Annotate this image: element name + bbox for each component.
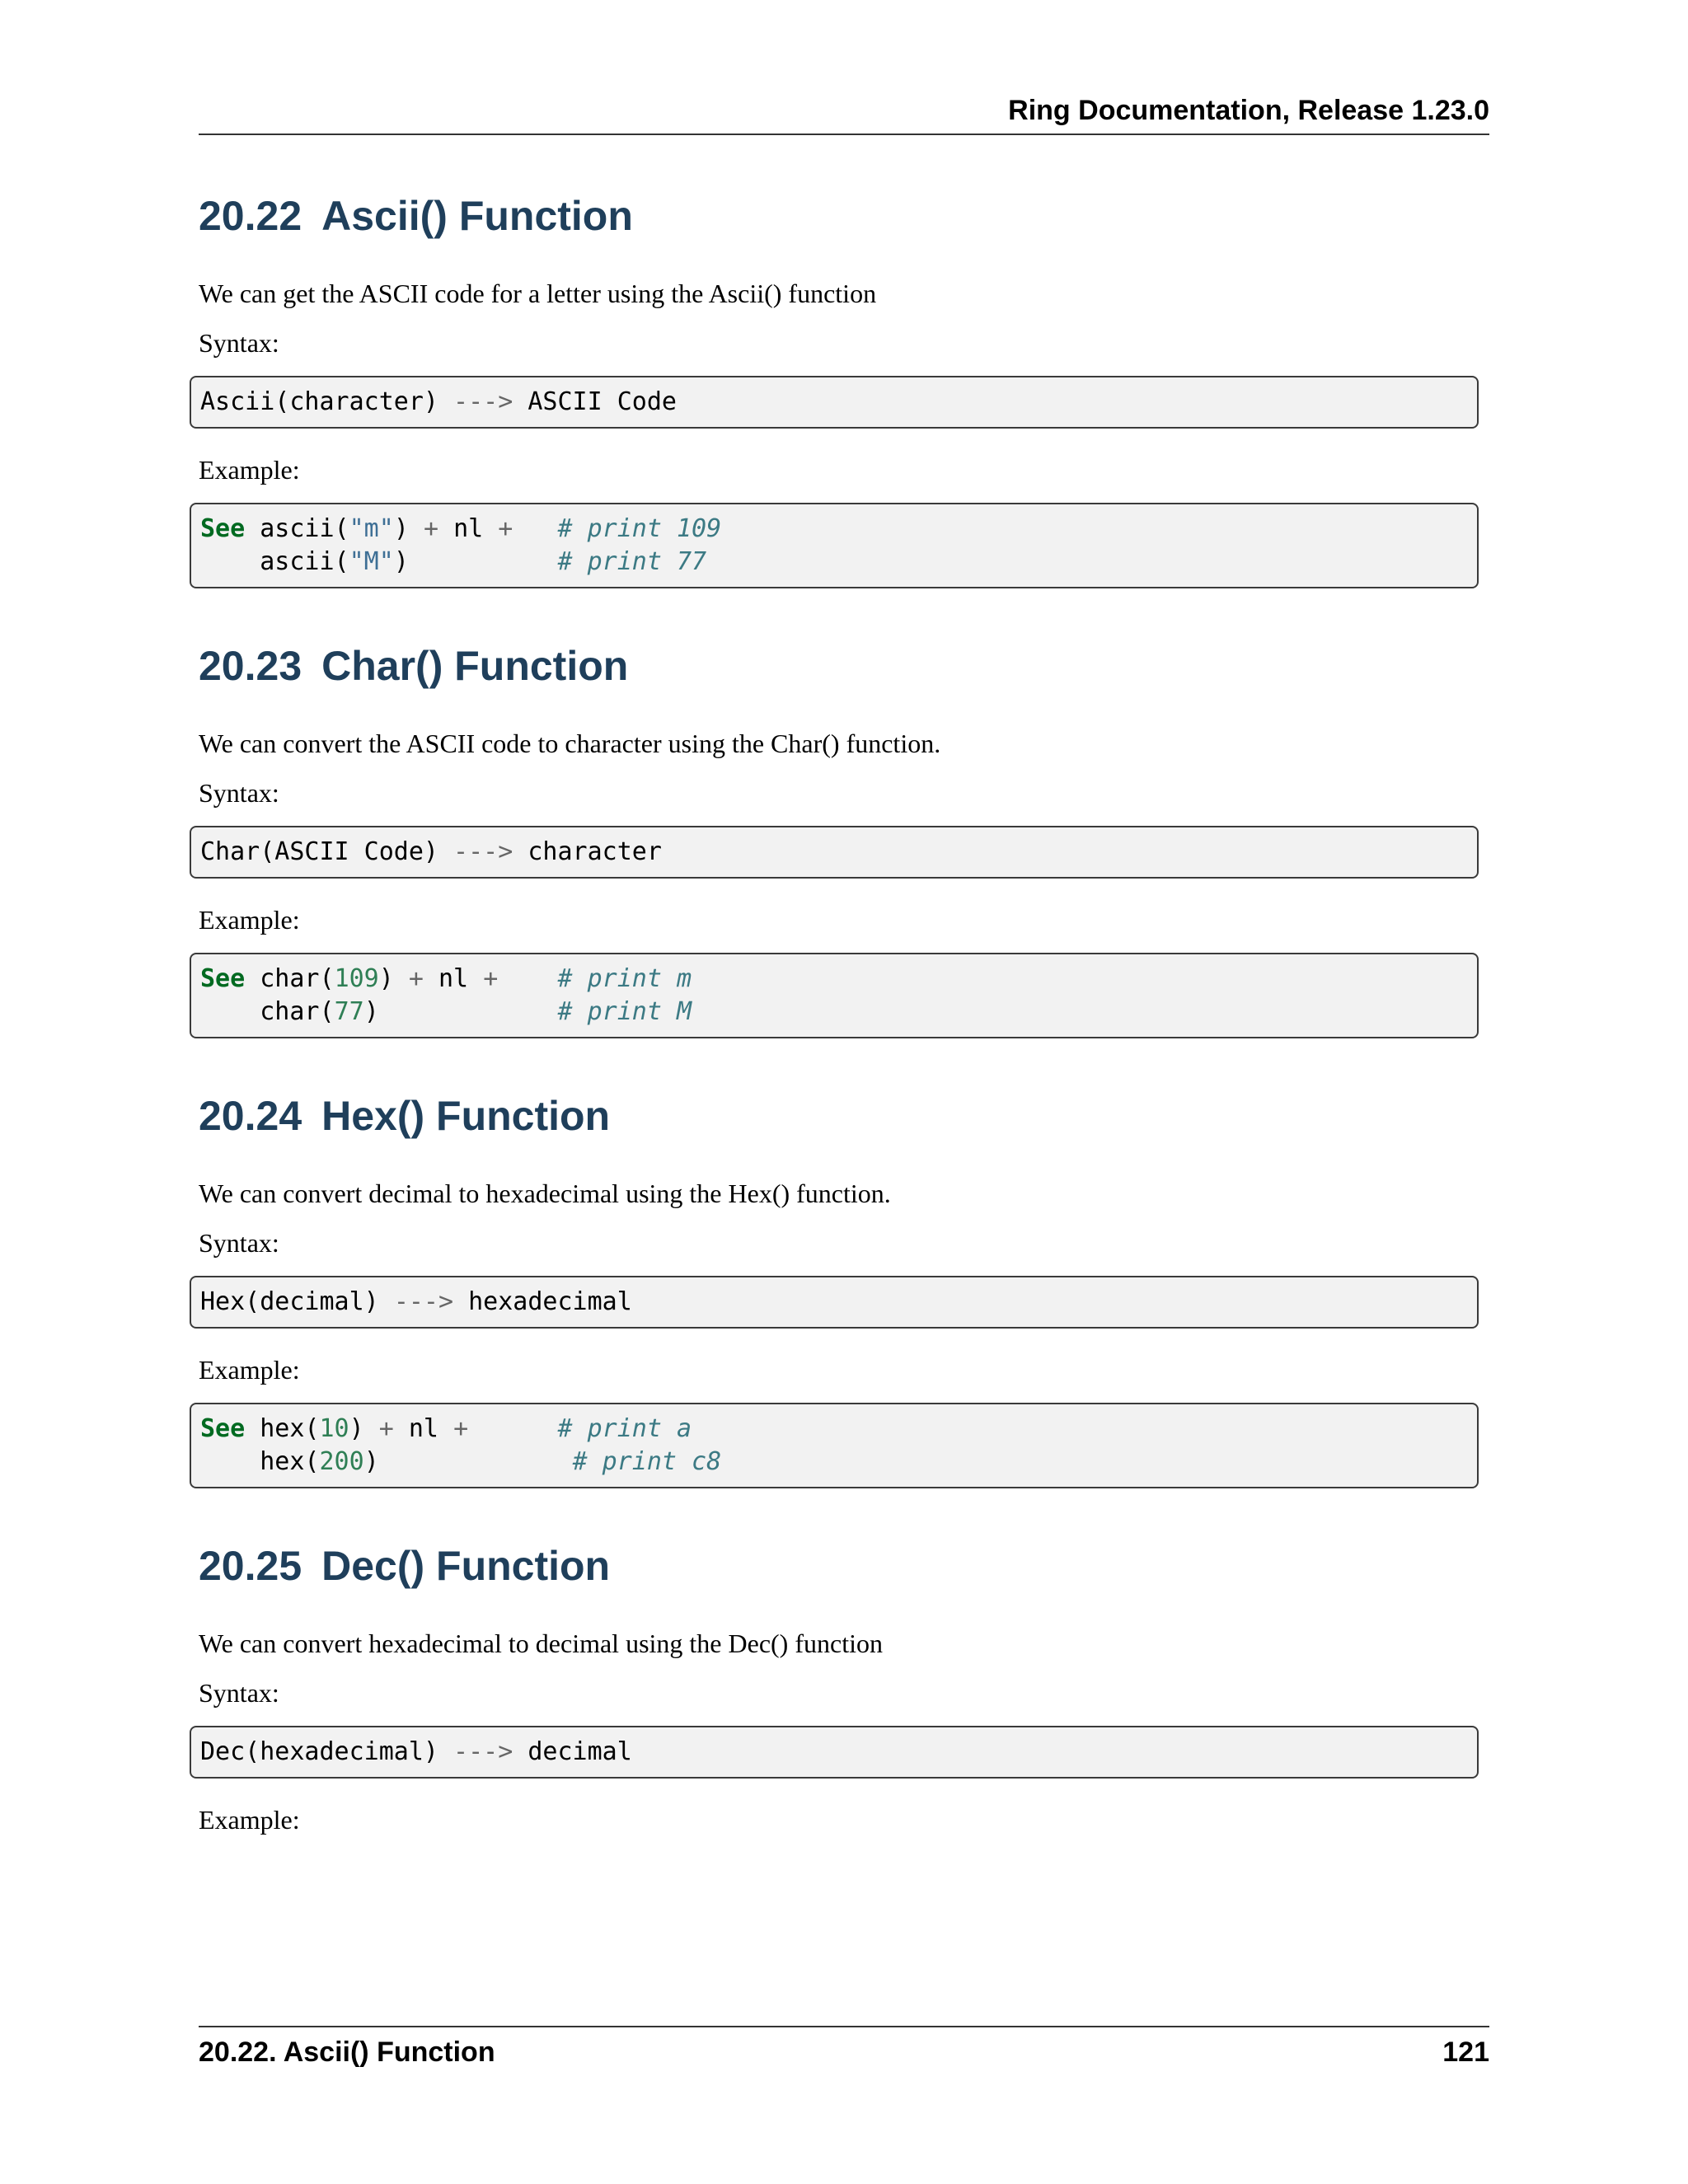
section-title: Char() Function (321, 643, 629, 689)
code-paren: ) (363, 1447, 379, 1476)
running-footer (199, 2026, 1489, 2070)
section-heading (199, 1090, 1489, 1142)
code-operator: + (378, 1414, 394, 1443)
syntax-arrow: ---> (453, 1737, 513, 1766)
code-arg: 109 (334, 964, 379, 993)
code-arg: 10 (319, 1414, 349, 1443)
code-comment: # print M (557, 997, 692, 1026)
code-keyword: See (200, 514, 246, 543)
syntax-result: character (528, 837, 662, 866)
section-hex-function (199, 1090, 1489, 1488)
example-label: Example: (199, 1355, 300, 1385)
code-func: char( (260, 964, 335, 993)
code-paren: ) (363, 997, 379, 1026)
syntax-arrow: ---> (453, 837, 513, 866)
section-heading (199, 640, 1489, 692)
section-char-function (199, 640, 1489, 1038)
code-arg: 200 (319, 1447, 364, 1476)
code-func: ascii( (260, 514, 349, 543)
syntax-result: decimal (528, 1737, 632, 1766)
section-number: 20.24 (199, 1093, 302, 1139)
document-page (199, 0, 1489, 2184)
code-paren: ) (393, 514, 409, 543)
syntax-result: ASCII Code (528, 387, 677, 416)
syntax-code-block (190, 1276, 1479, 1329)
syntax-call: Char(ASCII Code) (200, 837, 438, 866)
code-comment: # print m (557, 964, 692, 993)
section-number: 20.22 (199, 193, 302, 239)
example-code-block (190, 953, 1479, 1038)
example-label: Example: (199, 455, 300, 485)
code-func: hex( (260, 1414, 320, 1443)
code-comment: # print 109 (557, 514, 722, 543)
code-paren: ) (349, 1414, 364, 1443)
syntax-arrow: ---> (393, 1287, 454, 1316)
code-func: char( (260, 997, 335, 1026)
syntax-label: Syntax: (199, 328, 279, 358)
code-comment: # print a (557, 1414, 692, 1443)
section-title: Dec() Function (321, 1543, 611, 1589)
page-content (199, 190, 1489, 1853)
section-description: We can convert hexadecimal to decimal using the Dec() function (199, 1629, 883, 1658)
code-arg: "m" (349, 514, 394, 543)
code-operator: + (483, 964, 499, 993)
syntax-code-block (190, 376, 1479, 429)
footer-section-ref: 20.22. Ascii() Function (199, 2036, 495, 2068)
section-title: Hex() Function (321, 1093, 611, 1139)
syntax-call: Ascii(character) (200, 387, 438, 416)
example-code-block (190, 503, 1479, 588)
code-func: hex( (260, 1447, 320, 1476)
code-comment: # print 77 (557, 547, 707, 576)
code-paren: ) (393, 547, 409, 576)
code-keyword: See (200, 964, 246, 993)
code-operator: + (498, 514, 513, 543)
page-number: 121 (1442, 2036, 1489, 2068)
syntax-label: Syntax: (199, 778, 279, 808)
code-nl: nl (408, 1414, 438, 1443)
section-description: We can get the ASCII code for a letter using the Ascii() function (199, 279, 877, 308)
code-operator: + (453, 1414, 469, 1443)
code-comment: # print c8 (572, 1447, 722, 1476)
section-description: We can convert the ASCII code to character using the Char() function. (199, 729, 941, 758)
code-operator: + (423, 514, 438, 543)
syntax-arrow: ---> (453, 387, 513, 416)
section-description: We can convert decimal to hexadecimal using the Hex() function. (199, 1179, 891, 1208)
syntax-result: hexadecimal (468, 1287, 632, 1316)
section-number: 20.23 (199, 643, 302, 689)
syntax-label: Syntax: (199, 1678, 279, 1708)
code-arg: "M" (349, 547, 394, 576)
code-paren: ) (378, 964, 394, 993)
code-operator: + (408, 964, 424, 993)
syntax-code-block (190, 826, 1479, 879)
section-heading (199, 190, 1489, 242)
syntax-call: Hex(decimal) (200, 1287, 379, 1316)
syntax-call: Dec(hexadecimal) (200, 1737, 438, 1766)
section-ascii-function (199, 190, 1489, 588)
example-label: Example: (199, 905, 300, 935)
section-title: Ascii() Function (321, 193, 633, 239)
running-header: Ring Documentation, Release 1.23.0 (199, 92, 1489, 135)
code-func: ascii( (260, 547, 349, 576)
example-label: Example: (199, 1805, 300, 1835)
syntax-code-block (190, 1726, 1479, 1779)
code-keyword: See (200, 1414, 246, 1443)
code-arg: 77 (334, 997, 364, 1026)
code-nl: nl (453, 514, 484, 543)
section-number: 20.25 (199, 1543, 302, 1589)
code-nl: nl (438, 964, 469, 993)
section-heading (199, 1540, 1489, 1592)
syntax-label: Syntax: (199, 1228, 279, 1258)
section-dec-function (199, 1540, 1489, 1836)
example-code-block (190, 1403, 1479, 1488)
